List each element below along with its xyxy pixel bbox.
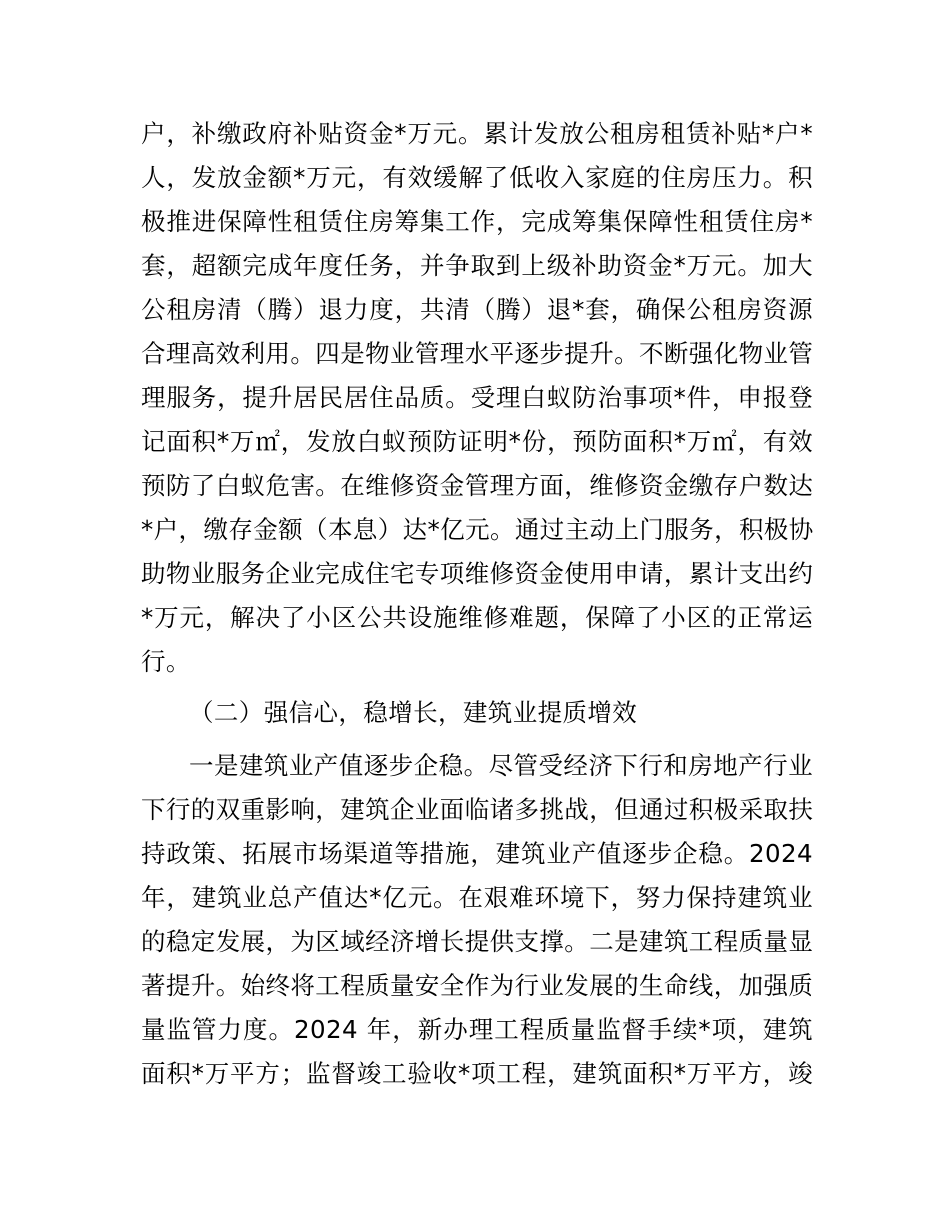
paragraph-line: *户，缴存金额（本息）达*亿元。通过主动上门服务，积极协	[141, 515, 814, 544]
paragraph-line: *万元，解决了小区公共设施维修难题，保障了小区的正常运	[141, 603, 813, 632]
paragraph-line: 套，超额完成年度任务，并争取到上级补助资金*万元。加大	[141, 251, 813, 280]
paragraph-line: 一是建筑业产值逐步企稳。尽管受经济下行和房地产行业	[189, 751, 813, 780]
paragraph-line: 量监管力度。2024 年，新办理工程质量监督手续*项，建筑	[141, 1015, 813, 1044]
paragraph-line: 预防了白蚁危害。在维修资金管理方面，维修资金缴存户数达	[141, 471, 814, 500]
paragraph-line: 面积*万平方；监督竣工验收*项工程，建筑面积*万平方，竣	[141, 1059, 813, 1088]
paragraph-line: 持政策、拓展市场渠道等措施，建筑业产值逐步企稳。2024	[141, 839, 813, 868]
paragraph-line: 著提升。始终将工程质量安全作为行业发展的生命线，加强质	[141, 971, 814, 1000]
section-heading: （二）强信心，稳增长，建筑业提质增效	[189, 698, 638, 727]
paragraph-line: 极推进保障性租赁住房筹集工作，完成筹集保障性租赁住房*	[141, 207, 813, 236]
paragraph-line: 行。	[141, 647, 191, 676]
paragraph-line: 理服务，提升居民居住品质。受理白蚁防治事项*件，申报登	[141, 383, 813, 412]
paragraph-line: 记面积*万㎡，发放白蚁预防证明*份，预防面积*万㎡，有效	[141, 427, 813, 456]
paragraph-line: 公租房清（腾）退力度，共清（腾）退*套，确保公租房资源	[141, 295, 813, 324]
paragraph-line: 助物业服务企业完成住宅专项维修资金使用申请，累计支出约	[141, 559, 814, 588]
paragraph-line: 合理高效利用。四是物业管理水平逐步提升。不断强化物业管	[141, 339, 814, 368]
paragraph-line: 人，发放金额*万元，有效缓解了低收入家庭的住房压力。积	[141, 163, 813, 192]
paragraph-line: 的稳定发展，为区域经济增长提供支撑。二是建筑工程质量显	[141, 927, 814, 956]
paragraph-line: 年，建筑业总产值达*亿元。在艰难环境下，努力保持建筑业	[141, 883, 813, 912]
paragraph-line: 户，补缴政府补贴资金*万元。累计发放公租房租赁补贴*户*	[141, 119, 813, 148]
paragraph-line: 下行的双重影响，建筑企业面临诸多挑战，但通过积极采取扶	[141, 795, 814, 824]
